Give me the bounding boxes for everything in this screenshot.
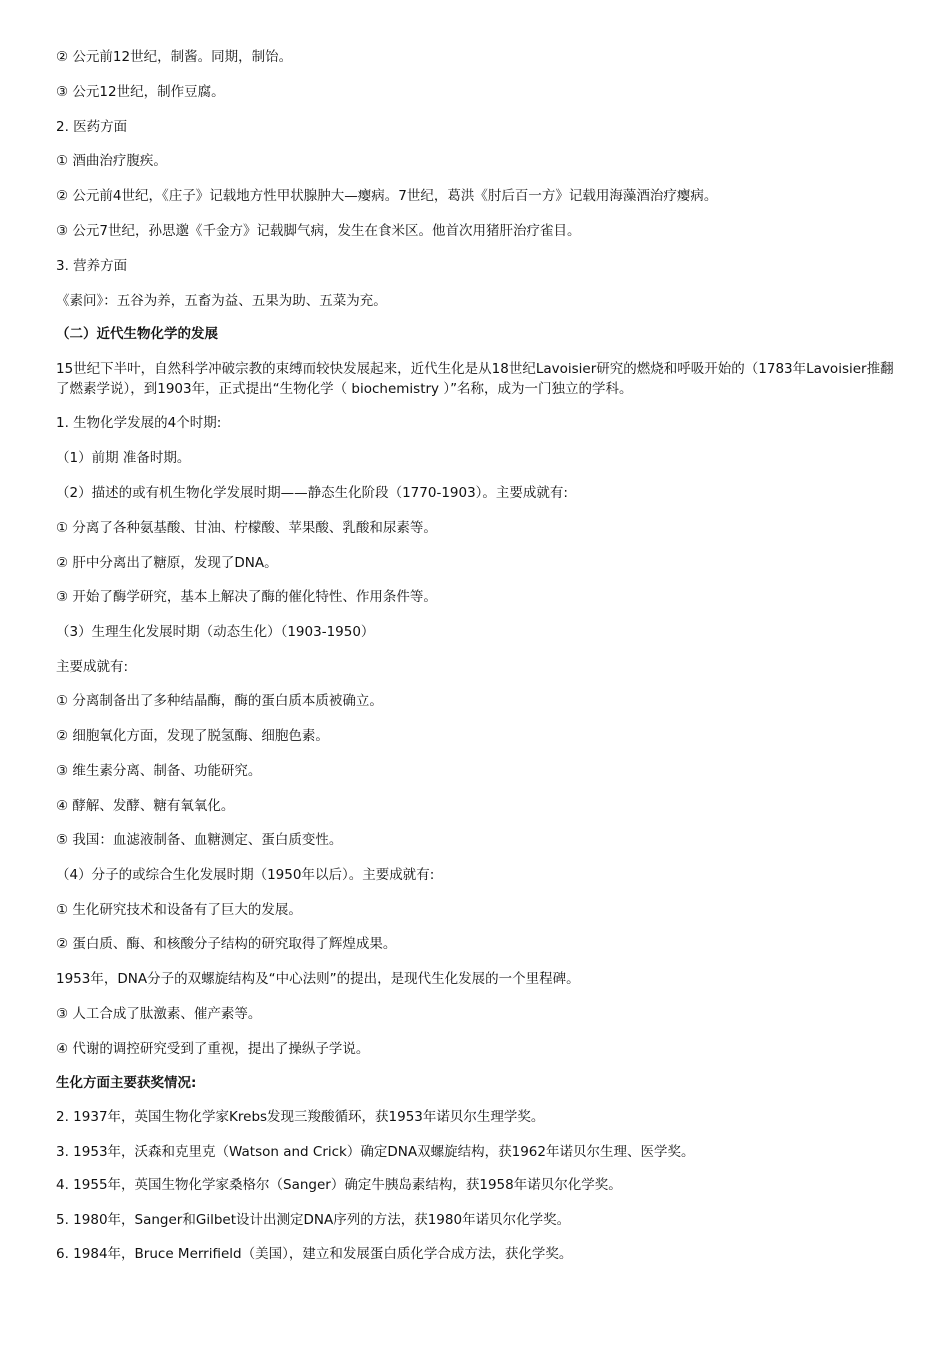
text-line: ③ 开始了酶学研究，基本上解决了酶的催化特性、作用条件等。 <box>56 589 437 605</box>
text-line: ① 分离制备出了多种结晶酶，酶的蛋白质本质被确立。 <box>56 693 383 709</box>
text-line: ② 细胞氧化方面，发现了脱氢酶、细胞色素。 <box>56 728 329 744</box>
text-line: ② 公元前4世纪，《庄子》记载地方性甲状腺肿大—瘿病。7世纪，葛洪《肘后百一方》记载用海藻酒治疗瘿病。 <box>56 188 718 204</box>
text-line: 6. 1984年，Bruce Merrifield（美国），建立和发展蛋白质化学合成方法，获化学奖。 <box>56 1246 573 1262</box>
text-line: ② 肝中分离出了糖原，发现了DNA。 <box>56 555 278 571</box>
text-line: （2）描述的或有机生物化学发展时期——静态生化阶段（1770-1903）。主要成就有: <box>56 485 568 501</box>
text-line: ③ 公元7世纪，孙思邈《千金方》记载脚气病，发生在食米区。他首次用猪肝治疗雀目。 <box>56 223 581 239</box>
text-line: 3. 1953年，沃森和克里克（Watson and Crick）确定DNA双螺旋结构，获1962年诺贝尔生理、医学奖。 <box>56 1144 695 1160</box>
text-line: ③ 公元12世纪，制作豆腐。 <box>56 84 225 100</box>
text-line: （1）前期 准备时期。 <box>56 450 191 466</box>
text-line: ② 蛋白质、酶、和核酸分子结构的研究取得了辉煌成果。 <box>56 936 397 952</box>
section-heading: 1. 生物化学发展的4个时期: <box>56 415 222 431</box>
text-line: ⑤ 我国：血滤液制备、血糖测定、蛋白质变性。 <box>56 832 343 848</box>
section-title: （二）近代生物化学的发展 <box>56 326 218 342</box>
text-line: （3）生理生化发展时期（动态生化）（1903-1950） <box>56 624 375 640</box>
text-line: 主要成就有: <box>56 659 129 675</box>
section-heading: 3. 营养方面 <box>56 258 128 274</box>
text-line: 《素问》：五谷为养，五畜为益、五果为助、五菜为充。 <box>56 293 387 309</box>
text-line: ③ 人工合成了肽激素、催产素等。 <box>56 1006 262 1022</box>
text-line: ② 公元前12世纪，制酱。同期，制饴。 <box>56 49 293 65</box>
text-line: （4）分子的或综合生化发展时期（1950年以后）。主要成就有: <box>56 867 435 883</box>
text-line: ③ 维生素分离、制备、功能研究。 <box>56 763 262 779</box>
section-title: 生化方面主要获奖情况: <box>56 1075 197 1091</box>
text-line: ④ 酵解、发酵、糖有氧氧化。 <box>56 798 235 814</box>
text-line: 5. 1980年，Sanger和Gilbet设计出测定DNA序列的方法，获1980年诺贝尔化学奖。 <box>56 1212 571 1228</box>
text-line: ① 分离了各种氨基酸、甘油、柠檬酸、苹果酸、乳酸和尿素等。 <box>56 520 437 536</box>
text-line: ④ 代谢的调控研究受到了重视，提出了操纵子学说。 <box>56 1041 370 1057</box>
text-line: 4. 1955年，英国生物化学家桑格尔（Sanger）确定牛胰岛素结构，获1958年诺贝尔化学奖。 <box>56 1177 622 1193</box>
text-line: 1953年，DNA分子的双螺旋结构及“中心法则”的提出，是现代生化发展的一个里程碑。 <box>56 971 580 987</box>
text-line: 2. 1937年，英国生物化学家Krebs发现三羧酸循环，获1953年诺贝尔生理学奖。 <box>56 1109 545 1125</box>
paragraph: 15世纪下半叶，自然科学冲破宗教的束缚而较快发展起来，近代生化是从18世纪Lavoisier研究的燃烧和呼吸开始的（1783年Lavoisier推翻了燃素学说），到1903年，正式提出“生物化学（ biochemistry ）”名称，成为一门独立的学科。 <box>56 361 894 397</box>
section-heading: 2. 医药方面 <box>56 119 128 135</box>
text-line: ① 生化研究技术和设备有了巨大的发展。 <box>56 902 302 918</box>
text-line: ① 酒曲治疗腹疾。 <box>56 153 167 169</box>
